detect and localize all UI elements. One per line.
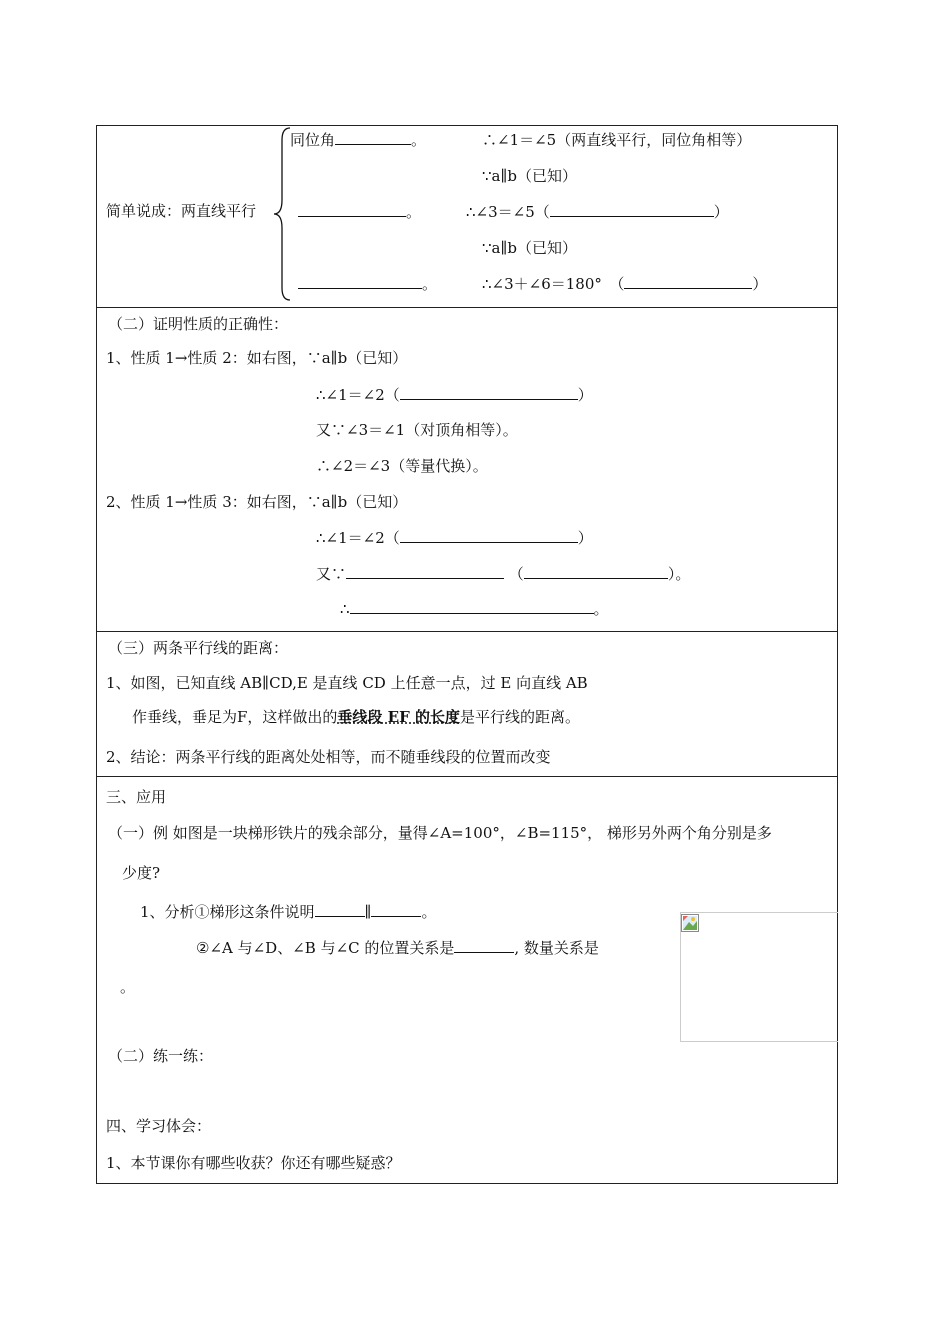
row4-right: ∵a∥b（已知） (482, 239, 578, 257)
section3-title: （三）两条平行线的距离： (108, 639, 289, 657)
section2-title: （二）证明性质的正确性： (108, 315, 289, 333)
table-bottom-border (96, 1183, 838, 1184)
row5-left: 。 (298, 273, 437, 294)
reflection-question: 1、本节课你有哪些收获？你还有哪些疑惑？ (106, 1154, 401, 1172)
table-top-border (96, 125, 838, 126)
proof1-line2: 又∵∠3＝∠1（对顶角相等）。 (316, 421, 518, 439)
row3-right: ∴∠3＝∠5（ ） (466, 203, 729, 221)
example-line2: 少度? (122, 864, 161, 882)
table-divider-1 (96, 307, 838, 308)
distance-line1: 1、如图，已知直线 AB∥CD,E 是直线 CD 上任意一点，过 E 向直线 AB (106, 674, 588, 692)
row1-right: ∴∠1＝∠5（两直线平行，同位角相等） (482, 131, 752, 149)
table-divider-3 (96, 776, 838, 777)
figure-placeholder (680, 912, 838, 1042)
brace-label: 简单说成：两直线平行 (106, 202, 257, 220)
broken-image-icon (681, 914, 699, 932)
curly-brace (272, 126, 292, 302)
row2-right: ∵a∥b（已知） (482, 167, 578, 185)
row5-right: ∴∠3＋∠6＝180° （ ） (482, 275, 768, 293)
proof2-line3: ∴ 。 (340, 600, 609, 618)
table-divider-2 (96, 631, 838, 632)
proof2-intro: 2、性质 1→性质 3：如右图，∵a∥b（已知） (106, 493, 408, 511)
proof1-intro: 1、性质 1→性质 2：如右图，∵a∥b（已知） (106, 349, 408, 367)
proof2-line2: 又∵ （ ）。 (316, 565, 691, 583)
proof1-line1: ∴∠1＝∠2（ ） (316, 386, 593, 404)
row1-left: 同位角 。 (290, 131, 427, 149)
example-line1: （一）例 如图是一块梯形铁片的残余部分，量得∠A=100°，∠B=115°， 梯形另外两个角分别是多 (108, 824, 772, 842)
emphasis-text: 垂线段 EF 的长度 (337, 708, 460, 726)
table-left-border (96, 125, 97, 1183)
row3-left: 。 (298, 201, 421, 222)
analysis-line3: 。 (120, 978, 136, 996)
application-title: 三、应用 (106, 788, 167, 806)
reflection-title: 四、学习体会： (106, 1117, 212, 1135)
distance-conclusion: 2、结论：两条平行线的距离处处相等，而不随垂线段的位置而改变 (106, 748, 551, 766)
proof2-line1: ∴∠1＝∠2（ ） (316, 529, 593, 547)
practice-title: （二）练一练： (108, 1047, 214, 1065)
proof1-line3: ∴∠2＝∠3（等量代换）。 (316, 457, 488, 475)
analysis-line2: ②∠A 与∠D、∠B 与∠C 的位置关系是 , 数量关系是 (196, 939, 599, 957)
distance-line2: 作垂线，垂足为F，这样做出的垂线段 EF 的长度是平行线的距离。 (132, 708, 580, 726)
analysis-line1: 1、分析①梯形这条件说明 ∥ 。 (140, 903, 437, 921)
